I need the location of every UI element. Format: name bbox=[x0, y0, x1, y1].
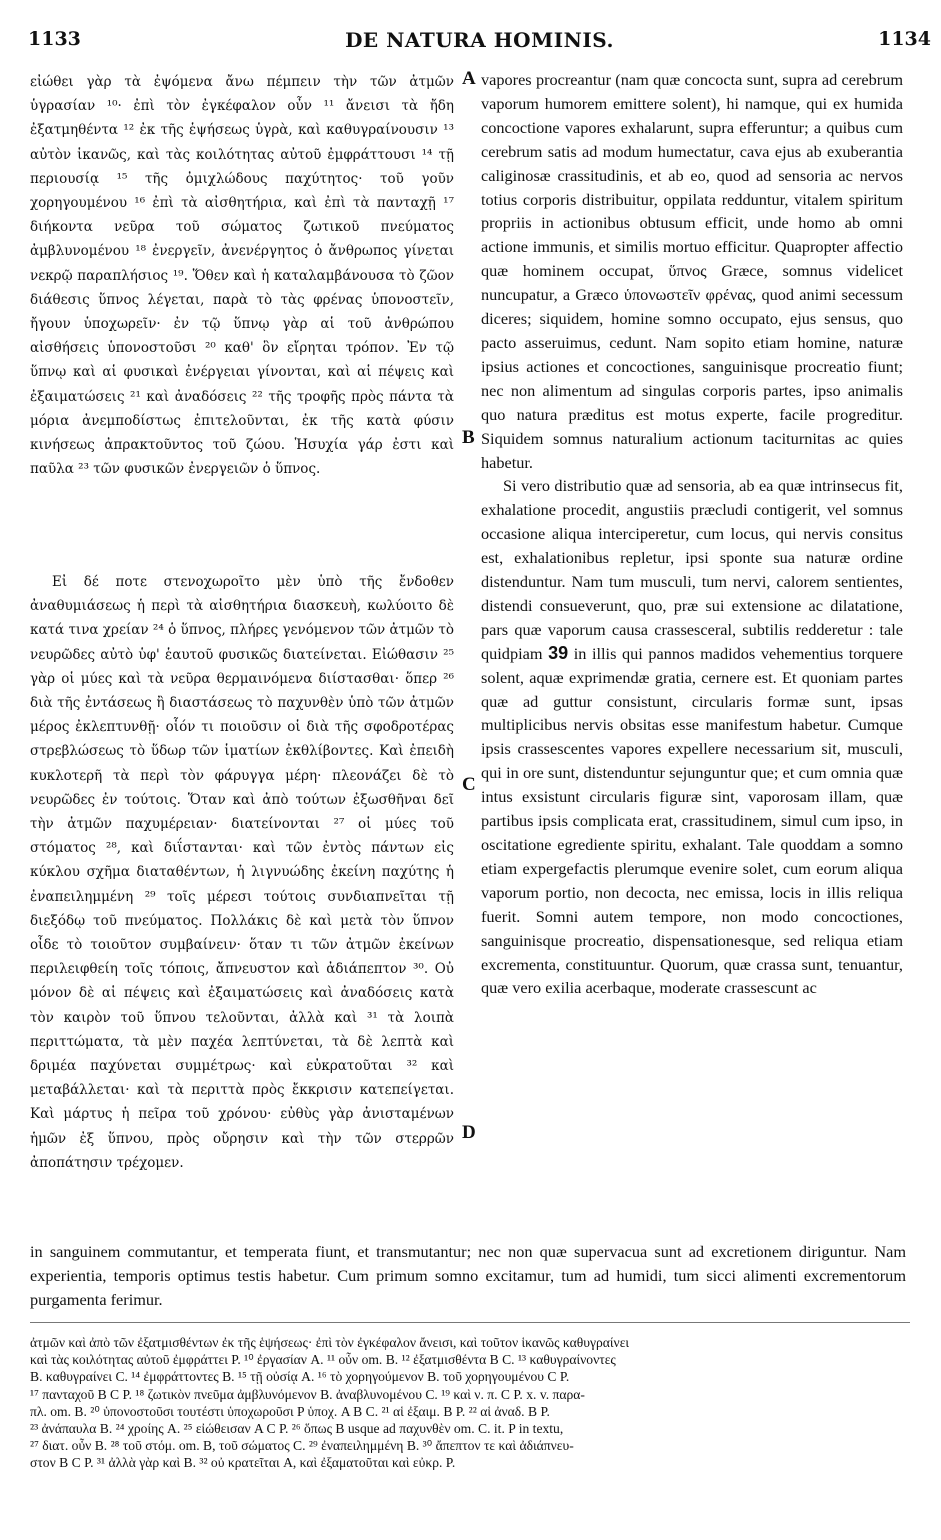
footnote-line: B. καθυγραίνει C. ¹⁴ ἐμφράττοντες B. ¹⁵ τῇ οὐσίᾳ A. ¹⁶ τὸ χορηγούμενον B. τοῦ χορηγουμένου C P. bbox=[30, 1369, 570, 1385]
footnote-line: ἀτμῶν καὶ ἀπὸ τῶν ἐξατμισθέντων ἐκ τῆς ἑψήσεως· ἐπὶ τὸν ἐγκέφαλον ἄνεισι, καὶ τοῦτον ἱκανῶς καθυγραίνει bbox=[30, 1335, 630, 1350]
latin-paragraph-2a: Si vero distributio quæ ad sensoria, ab ea quæ intrinsecus fit, exhalatione procedit, angustiis præcludi contigerit, vel somnus occasione aliqua interciperetur, cum locus, qui nervis consitus est, exhalationibus repletur, ipsi sponte sua naturæ ordine distenduntur. Nam tum musculi, tum nervi, calorem sentientes, distendi consueverunt, quo, præ sui extensione ac dilatatione, pars quæ vaporum causa crassesceral, subtilis redderetur : tale quidpiam bbox=[481, 476, 903, 663]
footnote-line: καὶ τὰς κοιλότητας αὐτοῦ ἐμφράττει P. ¹⁰ ἐργασίαν A. ¹¹ οὖν om. B. ¹² ἐξατμισθέντα B C. ¹³ καθυγραίνοντες bbox=[30, 1352, 616, 1368]
footnote-line: πλ. om. B. ²⁰ ὑπονοστοῦσι τουτέστι ὑποχωροῦσι P ὑποχ. A B C. ²¹ αἱ ἐξαιμ. B P. ²² αἱ ἀναδ. B P. bbox=[30, 1403, 550, 1419]
column-number: 39 bbox=[548, 642, 569, 663]
greek-column-bottom bbox=[30, 570, 454, 1175]
latin-column bbox=[481, 68, 903, 1000]
latin-paragraph-1: vapores procreantur (nam quæ concocta sunt, supra ad cerebrum vaporum humorem emittere solent), hi namque, qui ex humida concoctione vapores exhalarunt, supra efferuntur; a quibus cum cerebrum satis ad modum humectatur, cava ejus ab exuberantia caliginosæ crassitudinis, et ab eo, quod ad sensoria ac nervos totius corporis distribuitur, oppilata redduntur, vitalem spiritum propriis in actionibus obtusum efficit, unde homo ab omni actione immunis, et similis mortuo efficitur. Quapropter affectio quæ hominem occupat, ὕπνος Græce, somnus videlicet nuncupatur, a Græco ὑπονωστεῖν φρένας, quod animi secessum diceres; siquidem, homine somno occupato, ejus sensus, quo pacto asseruimus, cedunt. Nam sopito etiam homine, naturæ ipsius actiones et concoctiones, sanguinisque procreatio fiunt; nec non alimentum ad singulas corporis partes, ipso animalis quo natura præditus est motus experte, facile progreditur. Siquidem somnus naturalium actionum taciturnitas ac quies habetur. bbox=[481, 70, 903, 472]
running-header bbox=[28, 28, 931, 58]
latin-continuation bbox=[30, 1240, 906, 1312]
footnote-line: ²³ ἀνάπαυλα B. ²⁴ χροίης A. ²⁵ εἰώθεισαν A C P. ²⁶ ὅπως B usque ad παχυνθὲν om. C. it. P in textu, bbox=[30, 1421, 564, 1437]
footnote-line: στον B C P. ³¹ ἀλλὰ γὰρ καὶ B. ³² οὐ κρατεῖται A, καὶ ἐξαματοῦται καὶ εὐκρ. P. bbox=[30, 1455, 456, 1471]
page-number-left: 1133 bbox=[28, 28, 81, 50]
latin-paragraph-2b: in illis qui pannos madidos vehementius torquere solent, aquæ exprimendæ gratia, cernere est. Et quoniam partes quæ ad guttur consistunt, circularis formæ sunt, ipsas multiplicibus nervis obsitas esse manifestum habetur. Cumque ipsis crassescentes vapores expellere necessarium sit, musculi, qui in ore sunt, distenduntur sejunguntur que; et cum omnia quæ intus exsistunt circularis figuræ sint, vaporosam illam, quæ partibus ipsis complicata erat, crassitudinem, simul cum ipso, in oscitatione egrediente spiritu, exhalant. Tale quoddam a somno etiam expergefactis plerumque evenire solet, cum eorum aliqua vaporum portio, non decocta, nec emissa, locis in illis reliqua fuerit. Somni autem tempore, non modo concoctiones, sanguinisque procreatio, dispensationesque, sed reliqua etiam excrementa, constituuntur. Quorum, quæ crassa sunt, tenuantur, quæ vero exilia acerbaque, moderate crassescunt ac bbox=[481, 643, 903, 998]
margin-letter-b: B bbox=[462, 427, 475, 448]
latin-paragraph-2 bbox=[481, 474, 903, 1000]
margin-letter-c: C bbox=[462, 774, 476, 795]
footnotes bbox=[30, 1334, 910, 1472]
margin-letter-d: D bbox=[462, 1122, 476, 1143]
greek-paragraph-1: εἰώθει γὰρ τὰ ἐψόμενα ἄνω πέμπειν τὴν τῶν ἀτμῶν ὑγρασίαν ¹⁰· ἐπὶ τὸν ἐγκέφαλον οὖν ¹¹ ἄνεισι τὰ ἤδη ἐξατμηθέντα ¹² ἐκ τῆς ἑψήσεως ὑγρὰ, καὶ καθυγραίνουσιν ¹³ αὐτὸν ἱκανῶς, καὶ τὰς κοιλότητας αὐτοῦ ἐμφράττουσι ¹⁴ τῇ περιουσίᾳ ¹⁵ τῆς ὀμιχλώδους παχύτητος· τοῦ γοῦν χορηγουμένου ¹⁶ ἐπὶ τὰ αἰσθητήρια, καὶ ἐπὶ τὰ πανταχῇ ¹⁷ διήκοντα νεῦρα τοῦ σώματος ζωτικοῦ πνεύματος ἀμβλυνομένου ¹⁸ ἐνεργεῖν, ἀνενέργητος ὁ ἄνθρωπος γίνεται νεκρῷ παραπλήσιος ¹⁹. Ὅθεν καὶ ἡ καταλαμβάνουσα τὸ ζῶον διάθεσις ὕπνος λέγεται, παρὰ τὸ τὰς φρένας ὑπονοστεῖν, ἤγουν ὑποχωρεῖν· ἐν τῷ ὕπνῳ γὰρ αἱ τοῦ ἀνθρώπου αἰσθήσεις ὑπονοστοῦσι ²⁰ καθ' ὃν εἴρηται τρόπον. Ἐν τῷ ὕπνῳ καὶ αἱ φυσικαὶ ἐνέργειαι γίνονται, καὶ αἱ πέψεις καὶ ἐξαιματώσεις ²¹ καὶ ἀναδόσεις ²² τῆς τροφῆς πρὸς πάντα τὰ μόρια ἀνεμποδίστως ἐπιτελοῦνται, ἐκ τῆς κατὰ φύσιν κινήσεως ἀπρακτοῦντος τοῦ ζώου. Ἡσυχία γάρ ἐστι καὶ παῦλα ²³ τῶν φυσικῶν ἐνεργειῶν ὁ ὕπνος. bbox=[30, 74, 454, 478]
running-title: DE NATURA HOMINIS. bbox=[345, 28, 614, 52]
greek-paragraph-2: Εἰ δέ ποτε στενοχωροῖτο μὲν ὑπὸ τῆς ἔνδοθεν ἀναθυμιάσεως ἡ περὶ τὰ αἰσθητήρια διασκευὴ, κωλύοιτο δὲ κατά τινα χρείαν ²⁴ ὁ ὕπνος, πλήρες γενόμενον τῶν ἀτμῶν τὸ νευρῶδες αὐτὸ ὑφ' ἑαυτοῦ φυσικῶς διατείνεται. Εἰώθασιν ²⁵ γὰρ οἱ μύες καὶ τὰ νεῦρα θερμαινόμενα διίστασθαι· ὅπερ ²⁶ διὰ τῆς ἐντάσεως ἢ διαστάσεως τὸ παχυνθὲν ὑπὸ τῶν ἀτμῶν μέρος ἐκλεπτυνθῇ· οἷόν τι ποιοῦσιν οἱ διὰ τῆς σφοδροτέρας στρεβλώσεως τὸ ὕδωρ τῶν ἱματίων ἐκθλίβοντες. Καὶ ἐπειδὴ κυκλοτερῆ τὰ περὶ τὸν φάρυγγα μέρη· πλεονάζει δὲ τὸ νευρῶδες ἐν τούτοις. Ὅταν καὶ ἀπὸ τούτων ἐξωσθῆναι δεῖ τὴν ἀτμῶν παχυμέρειαν· διατείνονται ²⁷ οἱ μύες τοῦ στόματος ²⁸, καὶ διΐστανται· καὶ τῶν ἐντὸς πάντων εἰς κύκλου σχῆμα διαταθέντων, ἡ λιγνυώδης ἐκείνη παχύτης ἡ ἐναπειλημμένη ²⁹ τοῖς μέρεσι τούτοις συνδιαπνεῖται τῇ διεξόδῳ τοῦ πνεύματος. Πολλάκις δὲ καὶ μετὰ τὸν ὕπνον οἶδε τὸ τοιοῦτον συμβαίνειν· ὅταν τι τῶν ἀτμῶν ἐκείνων περιλειφθείη τοῖς τόποις, ἄπνευστον καὶ ἀδιάπεπτον ³⁰. Οὐ μόνον δὲ αἱ πέψεις καὶ ἐξαιματώσεις καὶ ἀναδόσεις κατὰ τὸν καιρὸν τοῦ ὕπνου τελοῦνται, ἀλλὰ καὶ ³¹ τὰ λοιπὰ περιττώματα, τὰ μὲν παχέα λεπτύνεται, τὰ δὲ λεπτὰ καὶ δριμέα παχύνεται συμμέτρως· καὶ εὐκρατοῦται ³² καὶ μεταβάλλεται· καὶ τὰ περιττὰ πρὸς ἔκκρισιν κατεπείγεται. Καὶ μάρτυς ἡ πεῖρα τοῦ χρόνου· εὐθὺς γὰρ ἀνισταμένων ἡμῶν ἐξ ὕπνου, πρὸς οὔρησιν καὶ τὴν τῶν στερρῶν ἀποπάτησιν τρέχομεν. bbox=[30, 574, 454, 1171]
margin-letter-a: A bbox=[462, 68, 476, 89]
footnote-rule bbox=[30, 1322, 910, 1323]
footnote-line: ¹⁷ πανταχοῦ B C P. ¹⁸ ζωτικὸν πνεῦμα ἀμβλυνόμενον B. ἀναβλυνομένου C. ¹⁹ καὶ ν. π. C P. x. v. παρα- bbox=[30, 1386, 585, 1402]
page-number-right: 1134 bbox=[878, 28, 931, 50]
greek-column-top bbox=[30, 70, 454, 481]
footnote-line: ²⁷ διατ. οὖν B. ²⁸ τοῦ στόμ. om. B, τοῦ σώματος C. ²⁹ ἐναπειλημμένη B. ³⁰ ἄπεπτον τε καὶ ἀδιάπνευ- bbox=[30, 1438, 574, 1454]
latin-continuation-text: in sanguinem commutantur, et temperata fiunt, et transmutantur; nec non quæ supervacua sunt ad excretionem diriguntur. Nam experientia, temporis optimus testis habetur. Cum primum somno excitamur, tum ad humidi, tum sicci alimenti excrementorum purgamenta ferimur. bbox=[30, 1242, 906, 1309]
